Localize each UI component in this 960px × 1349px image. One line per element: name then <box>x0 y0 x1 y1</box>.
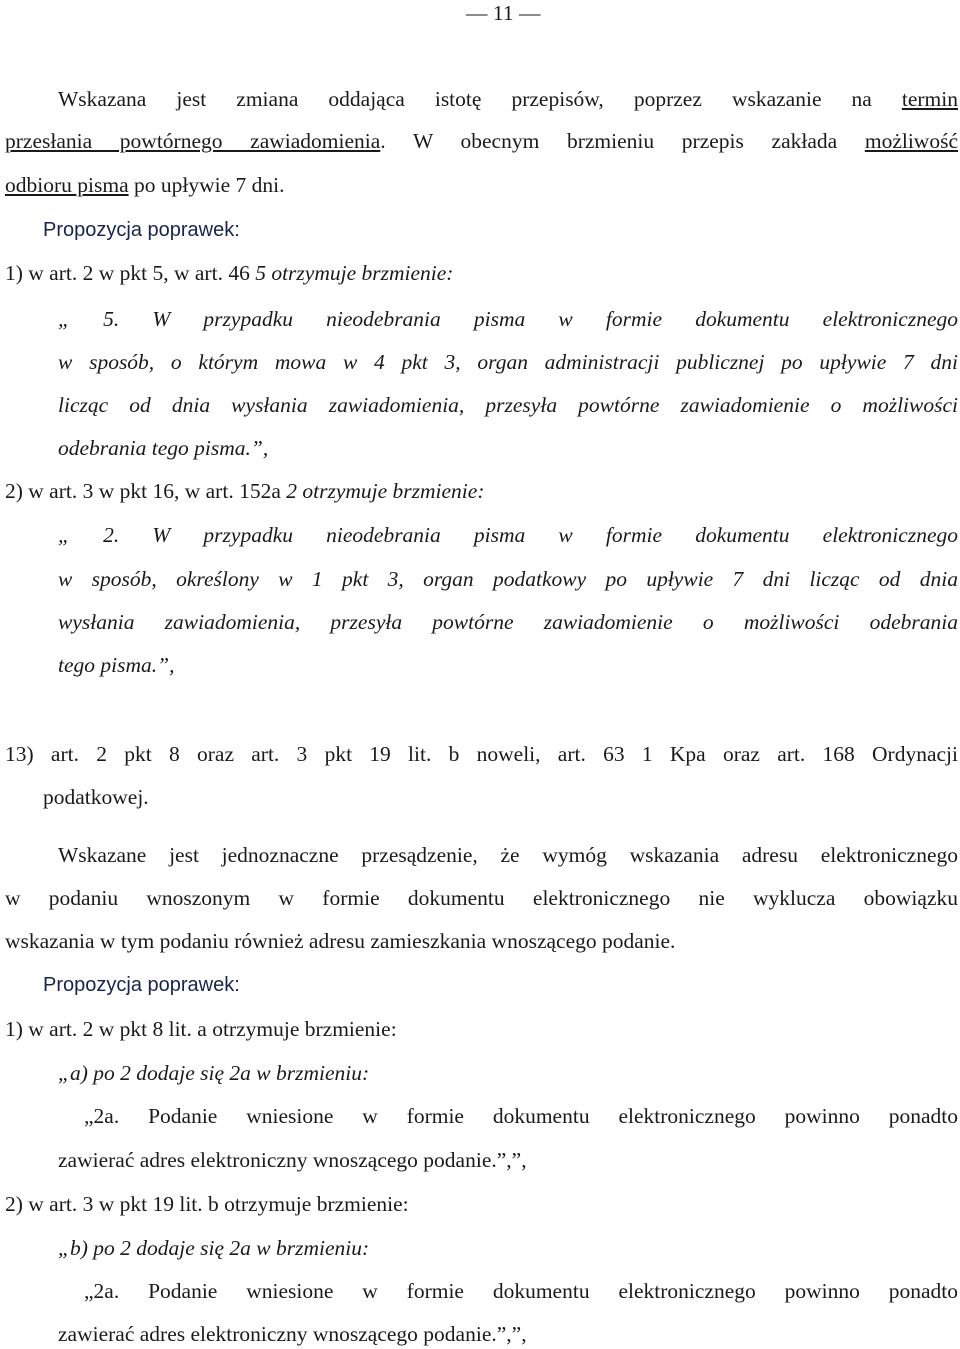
quote-line: licząc od dnia wysłania zawiadomienia, przesyła powtórne zawiadomienie o możliwości <box>58 393 958 417</box>
paragraph-line: Wskazana jest zmiana oddająca istotę przepisów, poprzez wskazanie na termin <box>58 87 958 111</box>
quote-line: „2a. Podanie wniesione w formie dokumentu elektronicznego powinno ponadto <box>84 1279 958 1303</box>
quote-line: wysłania zawiadomienia, przesyła powtórne zawiadomienie o możliwości odebrania <box>58 610 958 634</box>
section-heading: Propozycja poprawek: <box>43 974 240 996</box>
quote-line: „ 5. W przypadku nieodebrania pisma w formie dokumentu elektronicznego <box>58 307 958 331</box>
amendment-item: 1) w art. 2 w pkt 5, w art. 46 5 otrzymuje brzmienie: <box>5 261 454 285</box>
amendment-item: 2) w art. 3 w pkt 16, w art. 152a 2 otrzymuje brzmienie: <box>5 479 485 503</box>
item-heading: podatkowej. <box>43 785 149 809</box>
quote-line: zawierać adres elektroniczny wnoszącego podanie.”,”, <box>58 1148 527 1172</box>
section-heading: Propozycja poprawek: <box>43 219 240 241</box>
page-number: — 11 — <box>466 1 541 25</box>
paragraph-line: w podaniu wnoszonym w formie dokumentu elektronicznego nie wyklucza obowiązku <box>5 886 958 910</box>
item-heading: 13) art. 2 pkt 8 oraz art. 3 pkt 19 lit. b noweli, art. 63 1 Kpa oraz art. 168 Ordynacji <box>5 742 958 766</box>
paragraph-line: Wskazane jest jednoznaczne przesądzenie, że wymóg wskazania adresu elektronicznego <box>58 843 958 867</box>
paragraph-line: przesłania powtórnego zawiadomienia. W obecnym brzmieniu przepis zakłada możliwość <box>5 129 958 153</box>
quote-line: „b) po 2 dodaje się 2a w brzmieniu: <box>58 1236 370 1260</box>
quote-line: tego pisma.”, <box>58 653 175 677</box>
quote-line: „a) po 2 dodaje się 2a w brzmieniu: <box>58 1061 370 1085</box>
quote-line: w sposób, o którym mowa w 4 pkt 3, organ administracji publicznej po upływie 7 dni <box>58 350 958 374</box>
quote-line: odebrania tego pisma.”, <box>58 436 269 460</box>
amendment-item: 2) w art. 3 w pkt 19 lit. b otrzymuje brzmienie: <box>5 1192 409 1216</box>
quote-line: „2a. Podanie wniesione w formie dokumentu elektronicznego powinno ponadto <box>84 1104 958 1128</box>
amendment-item: 1) w art. 2 w pkt 8 lit. a otrzymuje brzmienie: <box>5 1017 397 1041</box>
quote-line: w sposób, określony w 1 pkt 3, organ podatkowy po upływie 7 dni licząc od dnia <box>58 567 958 591</box>
quote-line: „ 2. W przypadku nieodebrania pisma w formie dokumentu elektronicznego <box>58 523 958 547</box>
quote-line: zawierać adres elektroniczny wnoszącego podanie.”,”, <box>58 1322 527 1346</box>
paragraph-line: odbioru pisma po upływie 7 dni. <box>5 173 285 197</box>
paragraph-line: wskazania w tym podaniu również adresu zamieszkania wnoszącego podanie. <box>5 929 676 953</box>
